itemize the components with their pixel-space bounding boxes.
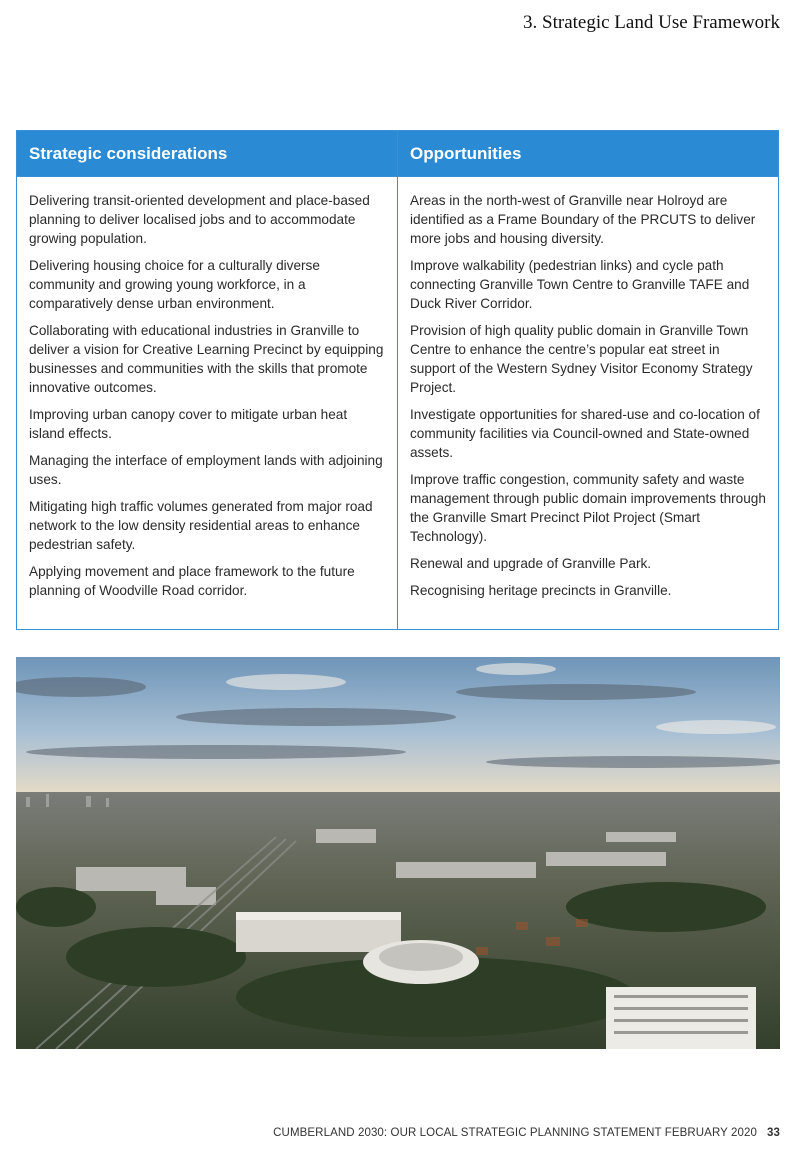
list-item: Improve traffic congestion, community safety and waste management through public domain improvements through the Granville Smart Precinct Pilot Project (Smart Technology). [410,472,766,544]
list-item: Improving urban canopy cover to mitigate urban heat island effects. [29,407,348,441]
list-item: Investigate opportunities for shared-use and co-location of community facilities via Council-owned and State-owned assets. [410,407,760,460]
opportunities-column [397,131,778,629]
list-item: Recognising heritage precincts in Granville. [410,583,672,598]
list-item: Provision of high quality public domain in Granville Town Centre to enhance the centre’s popular eat street in support of the Western Sydney Visitor Economy Strategy Project. [410,323,753,395]
list-item: Improve walkability (pedestrian links) and cycle path connecting Granville Town Centre to Granville TAFE and Duck River Corridor. [410,258,750,311]
aerial-city-illustration [16,657,780,1049]
list-item: Delivering transit-oriented development and place-based planning to deliver localised jobs and to accommodate growing population. [29,193,370,246]
footer-text: CUMBERLAND 2030: OUR LOCAL STRATEGIC PLANNING STATEMENT FEBRUARY 2020 [273,1127,757,1139]
list-item: Renewal and upgrade of Granville Park. [410,556,652,571]
list-item: Applying movement and place framework to the future planning of Woodville Road corridor. [29,564,355,598]
section-title: 3. Strategic Land Use Framework [523,12,780,33]
considerations-table [16,130,779,630]
page-number: 33 [767,1127,780,1139]
list-item: Collaborating with educational industries in Granville to deliver a vision for Creative Learning Precinct by equipping businesses and communities with the skills that promote innovative outcomes. [29,323,384,395]
aerial-photo [16,657,780,1049]
page-footer [273,1127,780,1139]
strategic-considerations-column [17,131,397,629]
list-item: Delivering housing choice for a culturally diverse community and growing young workforce, in a comparatively dense urban environment. [29,258,320,311]
list-item: Managing the interface of employment lands with adjoining uses. [29,453,383,487]
column-heading: Opportunities [398,131,778,177]
list-item: Areas in the north-west of Granville near Holroyd are identified as a Frame Boundary of the PRCUTS to deliver more jobs and housing diversity. [410,193,756,246]
list-item: Mitigating high traffic volumes generated from major road network to the low density residential areas to enhance pedestrian safety. [29,499,373,552]
column-heading: Strategic considerations [17,131,397,177]
